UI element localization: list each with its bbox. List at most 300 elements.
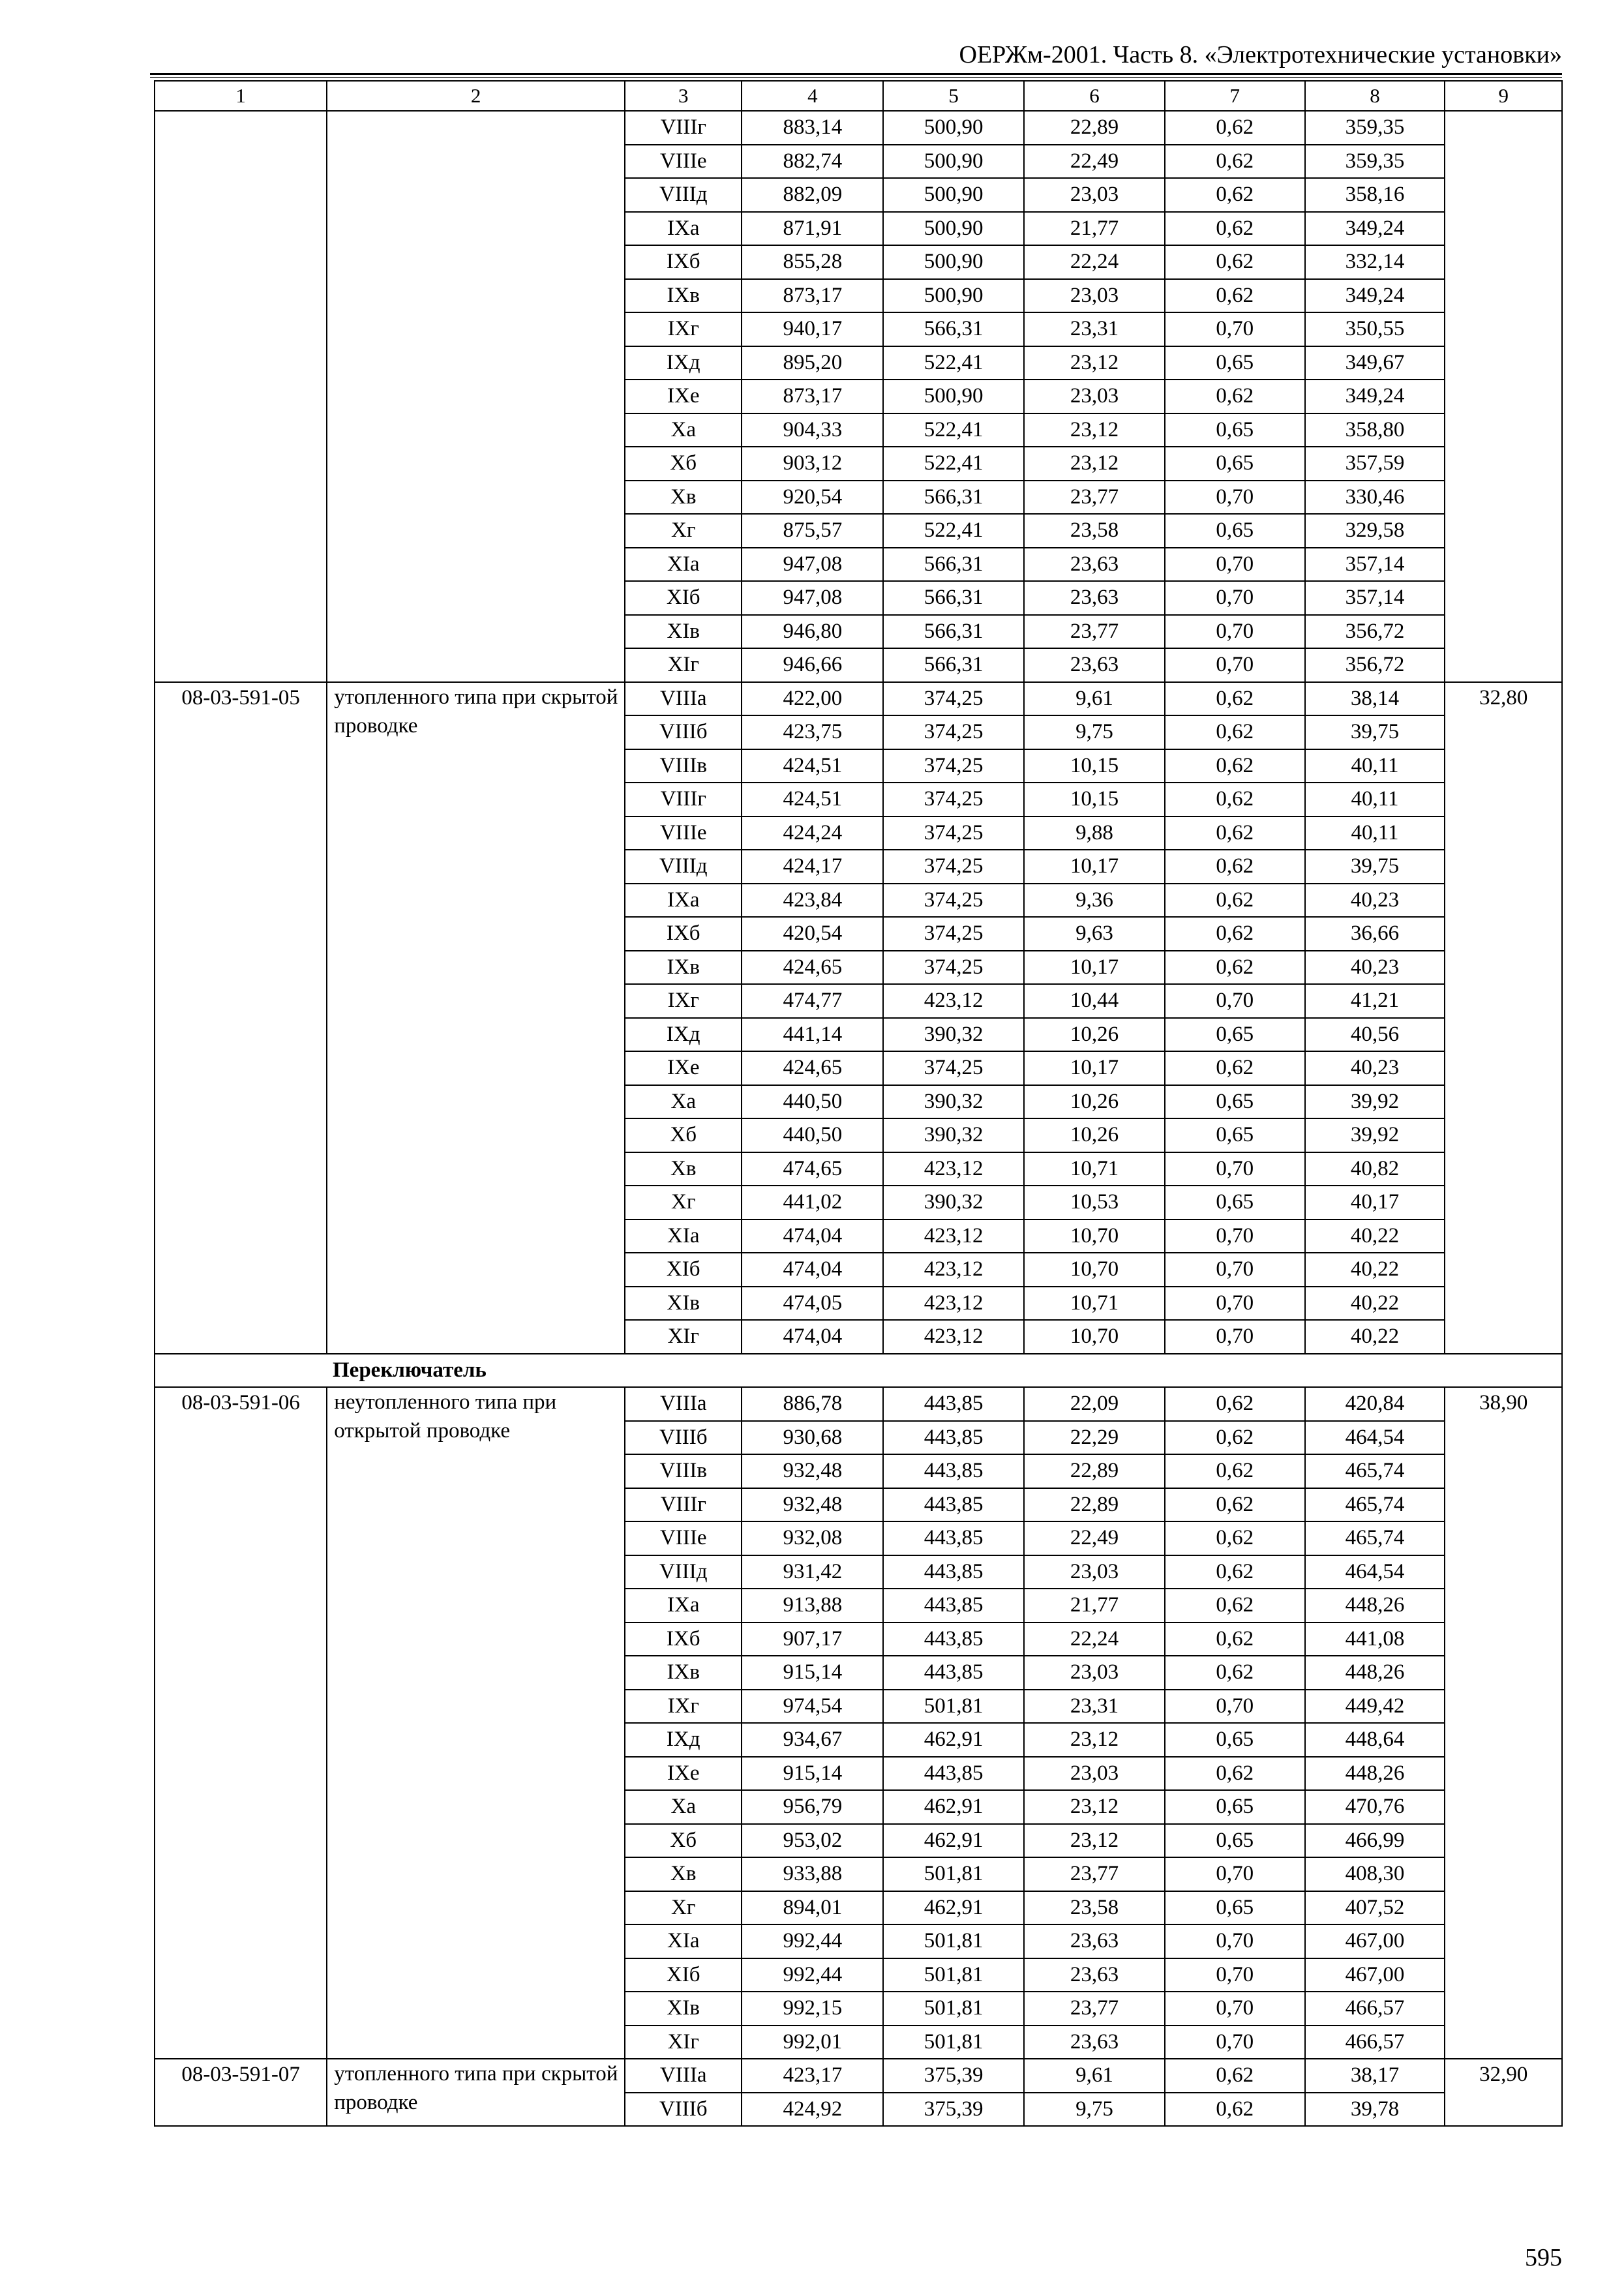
total-cost-cell: 873,17	[742, 380, 883, 413]
materials-cell: 40,82	[1305, 1152, 1445, 1186]
zone-cell: Xв	[625, 1152, 742, 1186]
labor-cost-cell: 443,85	[883, 1555, 1024, 1589]
materials-cell: 40,11	[1305, 816, 1445, 850]
column-number: 8	[1305, 81, 1445, 111]
labor-cost-cell: 374,25	[883, 951, 1024, 985]
zone-cell: XIа	[625, 1924, 742, 1958]
materials-cell: 448,64	[1305, 1723, 1445, 1757]
total-cost-cell: 886,78	[742, 1387, 883, 1421]
labor-cost-cell: 500,90	[883, 380, 1024, 413]
zone-cell: VIIIб	[625, 715, 742, 749]
labor-cost-cell: 374,25	[883, 783, 1024, 816]
materials-cell: 356,72	[1305, 648, 1445, 682]
total-cost-cell: 474,04	[742, 1219, 883, 1253]
total-cost-cell: 420,54	[742, 917, 883, 951]
zone-cell: Xв	[625, 1857, 742, 1891]
rate-description: утопленного типа при скрытой проводке	[327, 2059, 625, 2126]
labor-cost-cell: 462,91	[883, 1824, 1024, 1858]
table-row	[155, 111, 1562, 145]
total-cost-cell: 424,51	[742, 783, 883, 816]
materials-cell: 359,35	[1305, 145, 1445, 179]
zone-cell: IXе	[625, 380, 742, 413]
labor-cost-cell: 500,90	[883, 178, 1024, 212]
rate-description: неутопленного типа при открытой проводке	[327, 1387, 625, 2059]
wage-cell: 0,70	[1165, 581, 1305, 615]
labor-cost-cell: 443,85	[883, 1623, 1024, 1656]
machine-cost-cell: 22,89	[1024, 1454, 1165, 1488]
column-number: 1	[155, 81, 327, 111]
wage-cell: 0,62	[1165, 145, 1305, 179]
zone-cell: Xб	[625, 1824, 742, 1858]
machine-cost-cell: 23,03	[1024, 1656, 1165, 1690]
zone-cell: VIIIе	[625, 816, 742, 850]
wage-cell: 0,62	[1165, 1051, 1305, 1085]
wage-cell: 0,65	[1165, 413, 1305, 447]
wage-cell: 0,70	[1165, 1958, 1305, 1992]
materials-cell: 358,16	[1305, 178, 1445, 212]
labor-cost-cell: 443,85	[883, 1589, 1024, 1623]
machine-cost-cell: 23,63	[1024, 1924, 1165, 1958]
labor-cost-cell: 374,25	[883, 749, 1024, 783]
total-cost-cell: 974,54	[742, 1690, 883, 1724]
materials-cell: 40,22	[1305, 1253, 1445, 1287]
zone-cell: VIIIг	[625, 783, 742, 816]
rates-table-body	[155, 81, 1562, 2126]
table-row	[155, 1387, 1562, 1421]
labor-cost-cell: 443,85	[883, 1387, 1024, 1421]
zone-cell: IXв	[625, 279, 742, 313]
wage-cell: 0,62	[1165, 2059, 1305, 2093]
total-cost-cell: 441,02	[742, 1186, 883, 1219]
materials-cell: 349,24	[1305, 212, 1445, 246]
materials-cell: 40,11	[1305, 749, 1445, 783]
zone-cell: VIIIд	[625, 1555, 742, 1589]
materials-cell: 40,23	[1305, 884, 1445, 918]
materials-cell: 40,22	[1305, 1219, 1445, 1253]
machine-cost-cell: 22,89	[1024, 111, 1165, 145]
wage-cell: 0,62	[1165, 1589, 1305, 1623]
materials-cell: 356,72	[1305, 615, 1445, 649]
machine-cost-cell: 23,12	[1024, 447, 1165, 481]
machine-cost-cell: 10,15	[1024, 783, 1165, 816]
machine-cost-cell: 10,70	[1024, 1320, 1165, 1354]
total-cost-cell: 946,80	[742, 615, 883, 649]
materials-cell: 40,22	[1305, 1320, 1445, 1354]
materials-cell: 408,30	[1305, 1857, 1445, 1891]
labor-cost-cell: 522,41	[883, 514, 1024, 548]
materials-cell: 407,52	[1305, 1891, 1445, 1925]
wage-cell: 0,62	[1165, 1454, 1305, 1488]
zone-cell: XIг	[625, 1320, 742, 1354]
materials-cell: 465,74	[1305, 1521, 1445, 1555]
labor-cost-cell: 374,25	[883, 850, 1024, 884]
machine-cost-cell: 9,36	[1024, 884, 1165, 918]
total-cost-cell: 932,08	[742, 1521, 883, 1555]
wage-cell: 0,65	[1165, 1118, 1305, 1152]
total-cost-cell: 474,05	[742, 1287, 883, 1321]
materials-cell: 330,46	[1305, 481, 1445, 515]
machine-cost-cell: 23,12	[1024, 1824, 1165, 1858]
zone-cell: Xв	[625, 481, 742, 515]
labor-cost-cell: 423,12	[883, 984, 1024, 1018]
wage-cell: 0,70	[1165, 1690, 1305, 1724]
materials-cell: 39,75	[1305, 850, 1445, 884]
total-cost-cell: 915,14	[742, 1757, 883, 1791]
total-cost-cell: 940,17	[742, 312, 883, 346]
zone-cell: VIIIа	[625, 1387, 742, 1421]
zone-cell: IXе	[625, 1051, 742, 1085]
machine-cost-cell: 22,24	[1024, 1623, 1165, 1656]
machine-cost-cell: 23,63	[1024, 548, 1165, 582]
zone-cell: Xб	[625, 447, 742, 481]
machine-cost-cell: 23,63	[1024, 1958, 1165, 1992]
zone-cell: Xа	[625, 1085, 742, 1119]
machine-cost-cell: 23,03	[1024, 1757, 1165, 1791]
zone-cell: IXг	[625, 984, 742, 1018]
labor-cost-cell: 443,85	[883, 1421, 1024, 1455]
total-cost-cell: 424,65	[742, 951, 883, 985]
total-cost-cell: 440,50	[742, 1085, 883, 1119]
total-cost-cell: 992,44	[742, 1958, 883, 1992]
labor-cost-cell: 374,25	[883, 715, 1024, 749]
machine-cost-cell: 10,15	[1024, 749, 1165, 783]
zone-cell: XIв	[625, 1287, 742, 1321]
materials-cell: 359,35	[1305, 111, 1445, 145]
column-number: 9	[1445, 81, 1562, 111]
zone-cell: Xг	[625, 514, 742, 548]
total-cost-cell: 913,88	[742, 1589, 883, 1623]
materials-cell: 357,14	[1305, 548, 1445, 582]
total-cost-cell: 947,08	[742, 548, 883, 582]
section-heading: Переключатель	[155, 1354, 1562, 1388]
wage-cell: 0,62	[1165, 1521, 1305, 1555]
materials-cell: 39,78	[1305, 2093, 1445, 2127]
labor-cost-cell: 390,32	[883, 1018, 1024, 1052]
labor-cost-cell: 501,81	[883, 1690, 1024, 1724]
materials-cell: 332,14	[1305, 245, 1445, 279]
materials-cell: 40,23	[1305, 1051, 1445, 1085]
labor-cost-cell: 500,90	[883, 145, 1024, 179]
total-cost-cell: 895,20	[742, 346, 883, 380]
wage-cell: 0,70	[1165, 1992, 1305, 2026]
machine-cost-cell: 23,63	[1024, 648, 1165, 682]
machine-cost-cell: 9,88	[1024, 816, 1165, 850]
wage-cell: 0,70	[1165, 548, 1305, 582]
machine-cost-cell: 23,31	[1024, 312, 1165, 346]
labor-cost-cell: 500,90	[883, 111, 1024, 145]
wage-cell: 0,70	[1165, 1320, 1305, 1354]
rate-code: 08-03-591-05	[155, 682, 327, 1354]
total-cost-cell: 894,01	[742, 1891, 883, 1925]
machine-cost-cell: 10,17	[1024, 1051, 1165, 1085]
materials-cell: 466,57	[1305, 1992, 1445, 2026]
total-cost-cell: 871,91	[742, 212, 883, 246]
labor-cost-cell: 500,90	[883, 279, 1024, 313]
machine-cost-cell: 22,89	[1024, 1488, 1165, 1522]
wage-cell: 0,70	[1165, 1924, 1305, 1958]
machine-cost-cell: 23,63	[1024, 581, 1165, 615]
total-cost-cell: 424,92	[742, 2093, 883, 2127]
column-number: 6	[1024, 81, 1165, 111]
labor-cost-cell: 501,81	[883, 2026, 1024, 2059]
machine-cost-cell: 23,12	[1024, 1790, 1165, 1824]
wage-cell: 0,65	[1165, 346, 1305, 380]
column-number: 7	[1165, 81, 1305, 111]
wage-cell: 0,62	[1165, 850, 1305, 884]
wage-cell: 0,65	[1165, 1186, 1305, 1219]
materials-cell: 39,92	[1305, 1085, 1445, 1119]
materials-cell: 441,08	[1305, 1623, 1445, 1656]
total-cost-cell: 904,33	[742, 413, 883, 447]
materials-cell: 467,00	[1305, 1924, 1445, 1958]
column-number: 3	[625, 81, 742, 111]
total-cost-cell: 474,04	[742, 1253, 883, 1287]
labor-cost-cell: 423,12	[883, 1253, 1024, 1287]
machine-cost-cell: 10,26	[1024, 1018, 1165, 1052]
labor-cost-cell: 566,31	[883, 581, 1024, 615]
labor-cost-cell: 501,81	[883, 1992, 1024, 2026]
zone-cell: IXа	[625, 1589, 742, 1623]
total-cost-cell: 440,50	[742, 1118, 883, 1152]
labor-cost-cell: 443,85	[883, 1488, 1024, 1522]
machine-cost-cell: 21,77	[1024, 212, 1165, 246]
materials-cell: 357,59	[1305, 447, 1445, 481]
total-cost-cell: 932,48	[742, 1488, 883, 1522]
machine-cost-cell: 10,26	[1024, 1118, 1165, 1152]
wage-cell: 0,70	[1165, 1219, 1305, 1253]
wage-cell: 0,62	[1165, 951, 1305, 985]
wage-cell: 0,62	[1165, 1488, 1305, 1522]
total-cost-cell: 932,48	[742, 1454, 883, 1488]
total-cost-cell: 474,77	[742, 984, 883, 1018]
zone-cell: IXа	[625, 212, 742, 246]
machine-cost-cell: 10,26	[1024, 1085, 1165, 1119]
wage-cell: 0,70	[1165, 984, 1305, 1018]
labor-cost-cell: 501,81	[883, 1924, 1024, 1958]
total-cost-cell: 474,04	[742, 1320, 883, 1354]
wage-cell: 0,62	[1165, 380, 1305, 413]
machine-cost-cell: 9,75	[1024, 715, 1165, 749]
wage-cell: 0,70	[1165, 1287, 1305, 1321]
zone-cell: VIIIб	[625, 2093, 742, 2127]
header-rule-thin	[150, 77, 1562, 78]
machine-cost-cell: 10,17	[1024, 951, 1165, 985]
wage-cell: 0,62	[1165, 816, 1305, 850]
machine-cost-cell: 23,77	[1024, 481, 1165, 515]
labor-cost-cell: 390,32	[883, 1118, 1024, 1152]
wage-cell: 0,70	[1165, 2026, 1305, 2059]
zone-cell: IXв	[625, 1656, 742, 1690]
zone-cell: XIв	[625, 615, 742, 649]
machine-cost-cell: 10,71	[1024, 1287, 1165, 1321]
total-cost-cell: 903,12	[742, 447, 883, 481]
labor-cost-cell: 462,91	[883, 1790, 1024, 1824]
wage-cell: 0,62	[1165, 279, 1305, 313]
machine-cost-cell: 23,31	[1024, 1690, 1165, 1724]
wage-cell: 0,62	[1165, 178, 1305, 212]
labor-cost-cell: 423,12	[883, 1287, 1024, 1321]
column-number-row	[155, 81, 1562, 111]
zone-cell: XIб	[625, 1253, 742, 1287]
labor-cost-cell: 566,31	[883, 481, 1024, 515]
total-cost-cell: 933,88	[742, 1857, 883, 1891]
zone-cell: VIIIе	[625, 145, 742, 179]
machine-cost-cell: 23,03	[1024, 178, 1165, 212]
wage-cell: 0,62	[1165, 715, 1305, 749]
zone-cell: IXе	[625, 1757, 742, 1791]
machine-cost-cell: 23,12	[1024, 1723, 1165, 1757]
rate-code: 08-03-591-07	[155, 2059, 327, 2126]
zone-cell: IXб	[625, 245, 742, 279]
materials-cell: 329,58	[1305, 514, 1445, 548]
materials-cell: 349,24	[1305, 380, 1445, 413]
materials-cell: 40,11	[1305, 783, 1445, 816]
total-cost-cell: 931,42	[742, 1555, 883, 1589]
rate-price: 38,90	[1445, 1387, 1562, 2059]
total-cost-cell: 423,75	[742, 715, 883, 749]
zone-cell: Xг	[625, 1186, 742, 1219]
zone-cell: VIIIд	[625, 178, 742, 212]
zone-cell: VIIIб	[625, 1421, 742, 1455]
wage-cell: 0,62	[1165, 2093, 1305, 2127]
zone-cell: VIIIе	[625, 1521, 742, 1555]
header-rule	[150, 73, 1562, 75]
zone-cell: IXг	[625, 1690, 742, 1724]
machine-cost-cell: 21,77	[1024, 1589, 1165, 1623]
column-number: 2	[327, 81, 625, 111]
labor-cost-cell: 566,31	[883, 548, 1024, 582]
zone-cell: VIIIв	[625, 1454, 742, 1488]
wage-cell: 0,62	[1165, 1555, 1305, 1589]
wage-cell: 0,70	[1165, 615, 1305, 649]
wage-cell: 0,65	[1165, 1790, 1305, 1824]
zone-cell: XIб	[625, 1958, 742, 1992]
wage-cell: 0,65	[1165, 1891, 1305, 1925]
materials-cell: 350,55	[1305, 312, 1445, 346]
zone-cell: Xб	[625, 1118, 742, 1152]
materials-cell: 448,26	[1305, 1757, 1445, 1791]
total-cost-cell: 424,17	[742, 850, 883, 884]
machine-cost-cell: 9,75	[1024, 2093, 1165, 2127]
labor-cost-cell: 522,41	[883, 413, 1024, 447]
machine-cost-cell: 10,70	[1024, 1219, 1165, 1253]
rates-table	[154, 80, 1563, 2127]
machine-cost-cell: 9,63	[1024, 917, 1165, 951]
labor-cost-cell: 374,25	[883, 1051, 1024, 1085]
total-cost-cell: 474,65	[742, 1152, 883, 1186]
total-cost-cell: 424,51	[742, 749, 883, 783]
zone-cell: XIа	[625, 548, 742, 582]
materials-cell: 40,23	[1305, 951, 1445, 985]
materials-cell: 349,24	[1305, 279, 1445, 313]
labor-cost-cell: 501,81	[883, 1958, 1024, 1992]
wage-cell: 0,70	[1165, 1253, 1305, 1287]
materials-cell: 448,26	[1305, 1589, 1445, 1623]
labor-cost-cell: 566,31	[883, 312, 1024, 346]
machine-cost-cell: 23,58	[1024, 514, 1165, 548]
wage-cell: 0,62	[1165, 212, 1305, 246]
materials-cell: 357,14	[1305, 581, 1445, 615]
column-number: 4	[742, 81, 883, 111]
wage-cell: 0,62	[1165, 783, 1305, 816]
materials-cell: 449,42	[1305, 1690, 1445, 1724]
rate-price: 32,90	[1445, 2059, 1562, 2126]
zone-cell: VIIIг	[625, 111, 742, 145]
zone-cell: VIIIа	[625, 682, 742, 716]
total-cost-cell: 992,44	[742, 1924, 883, 1958]
labor-cost-cell: 375,39	[883, 2093, 1024, 2127]
materials-cell: 40,56	[1305, 1018, 1445, 1052]
zone-cell: IXд	[625, 1018, 742, 1052]
total-cost-cell: 946,66	[742, 648, 883, 682]
labor-cost-cell: 423,12	[883, 1152, 1024, 1186]
wage-cell: 0,62	[1165, 245, 1305, 279]
labor-cost-cell: 390,32	[883, 1085, 1024, 1119]
wage-cell: 0,62	[1165, 1757, 1305, 1791]
machine-cost-cell: 22,09	[1024, 1387, 1165, 1421]
rate-description	[327, 111, 625, 682]
rate-code: 08-03-591-06	[155, 1387, 327, 2059]
wage-cell: 0,65	[1165, 1018, 1305, 1052]
total-cost-cell: 855,28	[742, 245, 883, 279]
wage-cell: 0,65	[1165, 1085, 1305, 1119]
materials-cell: 39,92	[1305, 1118, 1445, 1152]
labor-cost-cell: 423,12	[883, 1320, 1024, 1354]
machine-cost-cell: 23,77	[1024, 1992, 1165, 2026]
total-cost-cell: 992,01	[742, 2026, 883, 2059]
total-cost-cell: 920,54	[742, 481, 883, 515]
machine-cost-cell: 22,49	[1024, 1521, 1165, 1555]
zone-cell: Xг	[625, 1891, 742, 1925]
materials-cell: 465,74	[1305, 1488, 1445, 1522]
zone-cell: XIб	[625, 581, 742, 615]
labor-cost-cell: 462,91	[883, 1891, 1024, 1925]
materials-cell: 470,76	[1305, 1790, 1445, 1824]
labor-cost-cell: 443,85	[883, 1521, 1024, 1555]
wage-cell: 0,65	[1165, 1824, 1305, 1858]
zone-cell: XIв	[625, 1992, 742, 2026]
zone-cell: VIIIг	[625, 1488, 742, 1522]
labor-cost-cell: 501,81	[883, 1857, 1024, 1891]
machine-cost-cell: 23,77	[1024, 615, 1165, 649]
materials-cell: 448,26	[1305, 1656, 1445, 1690]
materials-cell: 466,99	[1305, 1824, 1445, 1858]
page-header-title: ОЕРЖм-2001. Часть 8. «Электротехнические установки»	[959, 41, 1562, 68]
wage-cell: 0,62	[1165, 917, 1305, 951]
labor-cost-cell: 500,90	[883, 245, 1024, 279]
zone-cell: Xа	[625, 1790, 742, 1824]
materials-cell: 40,22	[1305, 1287, 1445, 1321]
labor-cost-cell: 374,25	[883, 884, 1024, 918]
labor-cost-cell: 374,25	[883, 682, 1024, 716]
wage-cell: 0,65	[1165, 1723, 1305, 1757]
zone-cell: IXб	[625, 1623, 742, 1656]
machine-cost-cell: 23,03	[1024, 1555, 1165, 1589]
machine-cost-cell: 22,29	[1024, 1421, 1165, 1455]
materials-cell: 420,84	[1305, 1387, 1445, 1421]
labor-cost-cell: 374,25	[883, 917, 1024, 951]
total-cost-cell: 907,17	[742, 1623, 883, 1656]
total-cost-cell: 956,79	[742, 1790, 883, 1824]
total-cost-cell: 883,14	[742, 111, 883, 145]
page-number: 595	[1525, 2244, 1562, 2271]
wage-cell: 0,70	[1165, 1857, 1305, 1891]
materials-cell: 465,74	[1305, 1454, 1445, 1488]
total-cost-cell: 423,84	[742, 884, 883, 918]
materials-cell: 464,54	[1305, 1555, 1445, 1589]
machine-cost-cell: 23,63	[1024, 2026, 1165, 2059]
wage-cell: 0,62	[1165, 1623, 1305, 1656]
